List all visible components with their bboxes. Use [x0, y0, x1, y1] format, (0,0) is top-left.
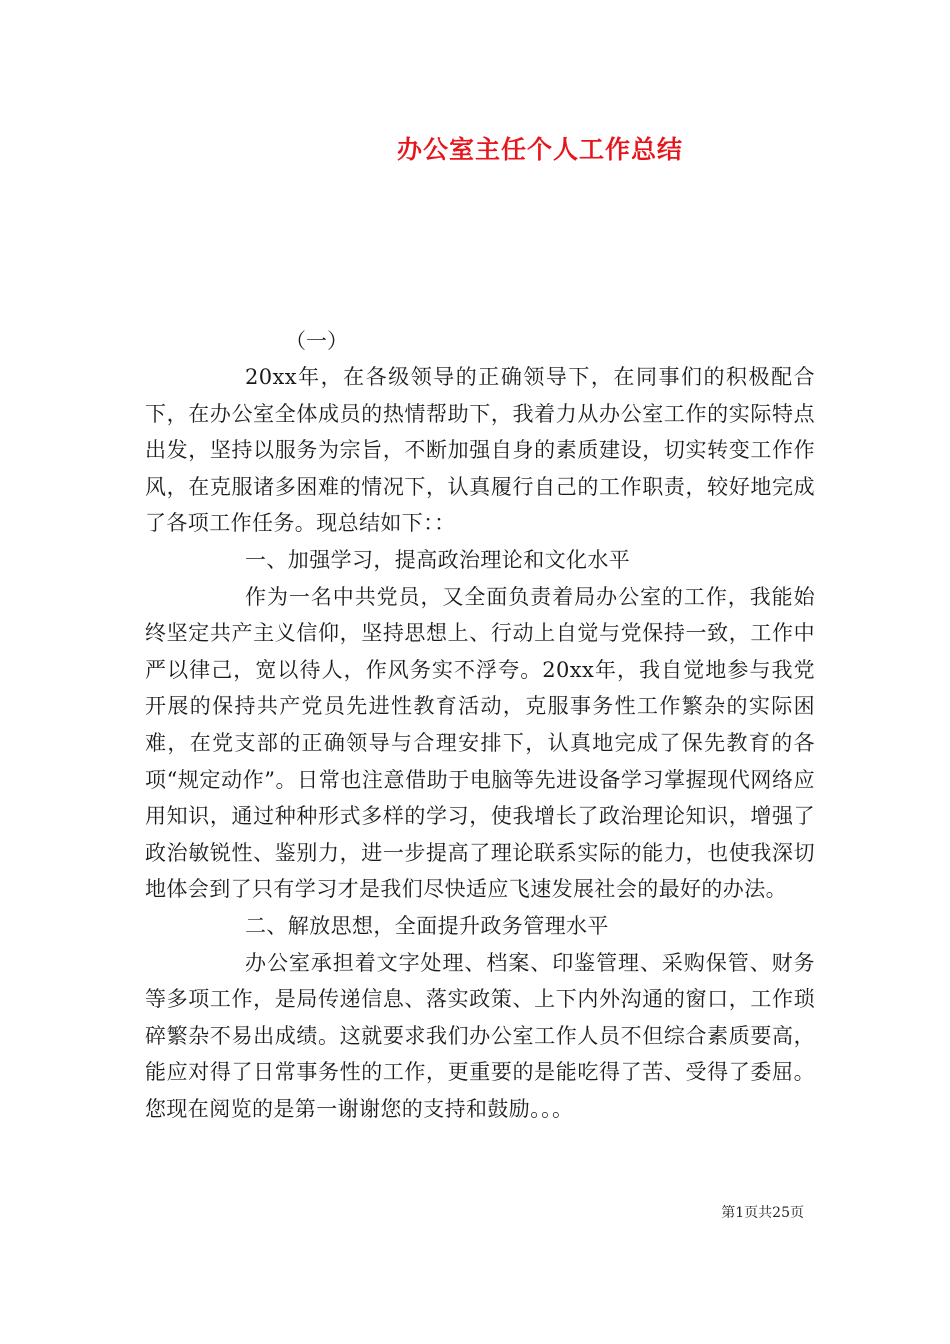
heading-management: 二、解放思想，全面提升政务管理水平 [245, 913, 609, 938]
page-number: 第1页共25页 [721, 1205, 804, 1221]
section-marker: （一） [285, 329, 348, 353]
document-title: 办公室主任个人工作总结 [396, 135, 683, 164]
document-body [145, 324, 815, 1127]
paragraph-intro: 20xx年，在各级领导的正确领导下，在同事们的积极配合下，在办公室全体成员的热情帮助下，我着力从办公室工作的实际特点出发，坚持以服务为宗旨，不断加强自身的素质建设，切实转变工作作风，在克服诸多困难的情况下，认真履行自己的工作职责，较好地完成了各项工作任务。现总结如下：： [145, 365, 815, 536]
heading-study: 一、加强学习，提高政治理论和文化水平 [245, 547, 631, 572]
paragraph-management: 办公室承担着文字处理、档案、印鉴管理、采购保管、财务等多项工作，是局传递信息、落实政策、上下内外沟通的窗口，工作琐碎繁杂不易出成绩。这就要求我们办公室工作人员不但综合素质要高，能应对得了日常事务性的工作，更重要的是能吃得了苦、受得了委屈。您现在阅览的是第一谢谢您的支持和鼓励。。。 [145, 950, 815, 1121]
paragraph-study: 作为一名中共党员，又全面负责着局办公室的工作，我能始终坚定共产主义信仰，坚持思想上、行动上自觉与党保持一致，工作中严以律己，宽以待人，作风务实不浮夸。20xx年，我自觉地参与我党开展的保持共产党员先进性教育活动，克服事务性工作繁杂的实际困难，在党支部的正确领导与合理安排下，认真地完成了保先教育的各项“规定动作”。日常也注意借助于电脑等先进设备学习掌握现代网络应用知识，通过种种形式多样的学习，使我增长了政治理论知识，增强了政治敏锐性、鉴别力，进一步提高了理论联系实际的能力，也使我深切地体会到了只有学习才是我们尽快适应飞速发展社会的最好的办法。 [145, 584, 815, 902]
